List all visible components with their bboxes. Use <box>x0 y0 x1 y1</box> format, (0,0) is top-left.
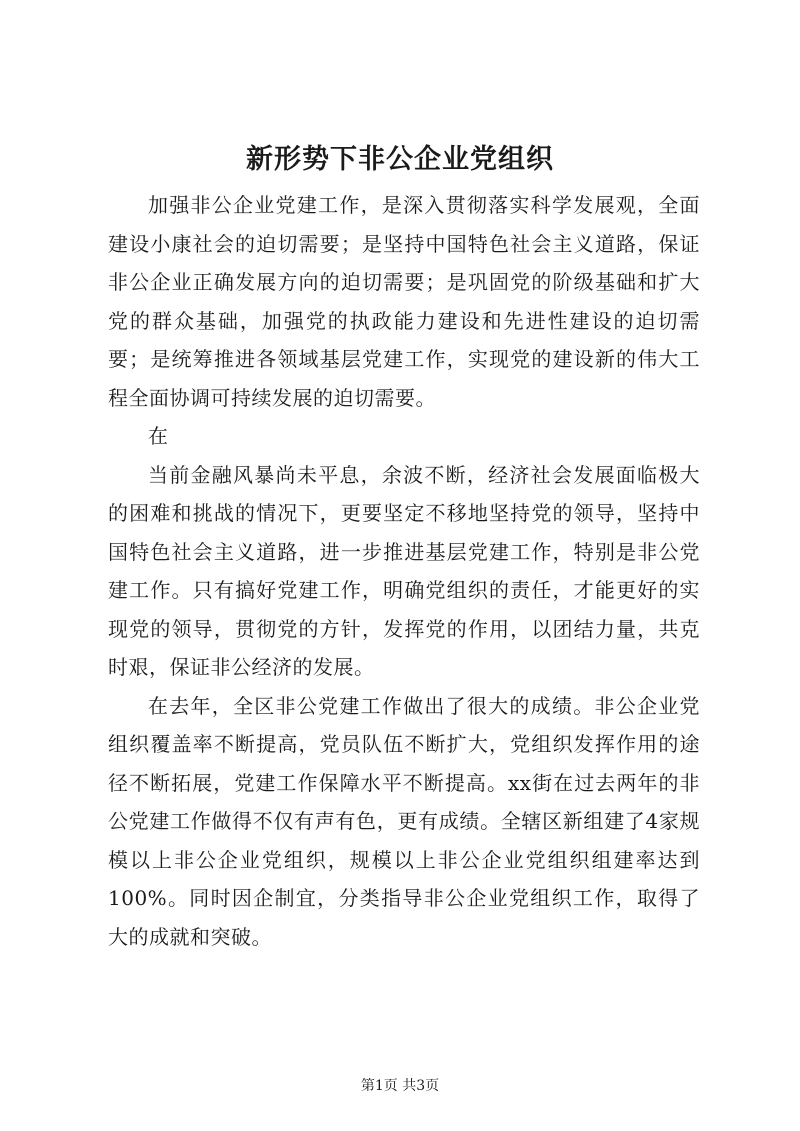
paragraph-3: 当前金融风暴尚未平息，余波不断，经济社会发展面临极大的困难和挑战的情况下，更要坚定不移地坚持党的领导，坚持中国特色社会主义道路，进一步推进基层党建工作，特别是非公党建工作。只有搞好党建工作，明确党组织的责任，才能更好的实现党的领导，贯彻党的方针，发挥党的作用，以团结力量，共克时艰，保证非公经济的发展。 <box>108 462 700 679</box>
page-title: 新形势下非公企业党组织 <box>246 144 554 175</box>
paragraph-4: 在去年，全区非公党建工作做出了很大的成绩。非公企业党组织覆盖率不断提高，党员队伍不断扩大，党组织发挥作用的途径不断拓展，党建工作保障水平不断提高。xx街在过去两年的非公党建工作做得不仅有声有色，更有成绩。全辖区新组建了4家规模以上非公企业党组织，规模以上非公企业党组织组建率达到100%。同时因企制宜，分类指导非公企业党组织工作，取得了大的成就和突破。 <box>108 693 700 949</box>
paragraph-2: 在 <box>148 424 169 448</box>
page-footer: 第1页 共3页 <box>360 1078 440 1094</box>
paragraph-1: 加强非公企业党建工作，是深入贯彻落实科学发展观，全面建设小康社会的迫切需要；是坚持中国特色社会主义道路，保证非公企业正确发展方向的迫切需要；是巩固党的阶级基础和扩大党的群众基础，加强党的执政能力建设和先进性建设的迫切需要；是统筹推进各领域基层党建工作，实现党的建设新的伟大工程全面协调可持续发展的迫切需要。 <box>108 193 700 410</box>
document-body <box>108 186 700 956</box>
